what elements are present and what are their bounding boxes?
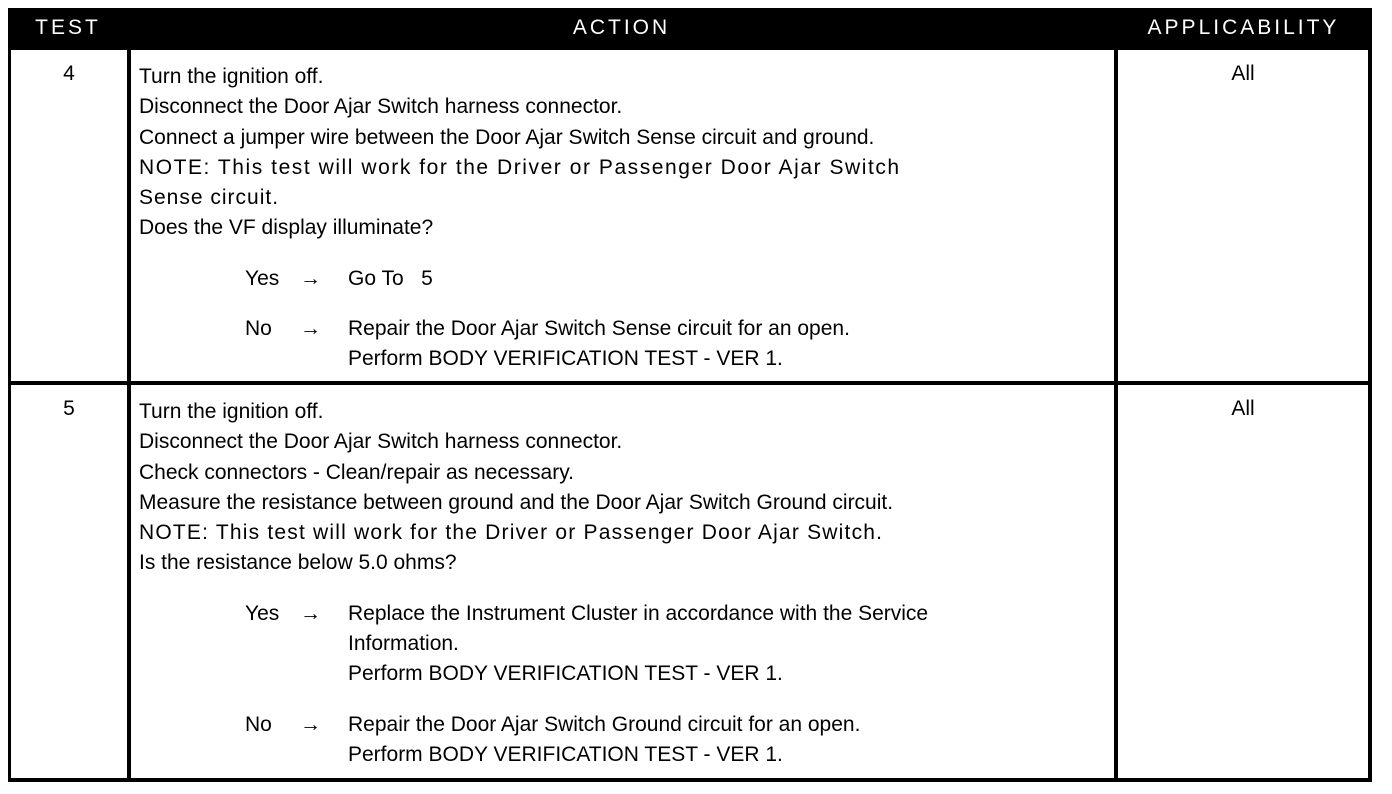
answer-line: Go To 5: [348, 266, 433, 290]
answer-line: Repair the Door Ajar Switch Ground circuit for an open.: [348, 712, 861, 736]
answer-label: No: [245, 712, 272, 736]
arrow-icon: →: [300, 317, 321, 341]
test-number-cell: [11, 50, 127, 381]
answer-line: Replace the Instrument Cluster in accordance with the Service: [348, 601, 929, 625]
applicability-value: All: [1231, 397, 1255, 420]
answer-text: [348, 710, 1106, 771]
answer-text: [348, 314, 1106, 375]
answer-line: Repair the Door Ajar Switch Sense circuit for an open.: [348, 317, 850, 341]
applicability-value: All: [1231, 62, 1255, 85]
action-line: Disconnect the Door Ajar Switch harness connector.: [139, 430, 623, 454]
diagnostic-table: [8, 8, 1372, 782]
answer-line: Perform BODY VERIFICATION TEST - VER 1.: [348, 347, 783, 371]
action-line: Connect a jumper wire between the Door Ajar Switch Sense circuit and ground.: [139, 125, 875, 149]
answer-line: Perform BODY VERIFICATION TEST - VER 1.: [348, 662, 783, 686]
applicability-cell: [1118, 50, 1368, 381]
applicability-cell: [1118, 385, 1368, 778]
answer-yes: [139, 264, 1106, 294]
arrow-icon: →: [300, 266, 321, 290]
answer-no: [139, 710, 1106, 771]
action-question: Is the resistance below 5.0 ohms?: [139, 551, 457, 575]
action-line: Measure the resistance between ground and the Door Ajar Switch Ground circuit.: [139, 490, 894, 514]
test-number: 4: [63, 62, 75, 85]
answer-line: Perform BODY VERIFICATION TEST - VER 1.: [348, 742, 783, 766]
test-number: 5: [63, 397, 75, 420]
header-action: ACTION: [572, 16, 671, 39]
action-note-line: Sense circuit.: [139, 186, 280, 210]
header-test: TEST: [35, 16, 101, 39]
answer-label: Yes: [245, 266, 280, 290]
action-cell: [131, 50, 1114, 381]
arrow-icon: →: [300, 601, 321, 625]
answer-label: No: [245, 317, 272, 341]
answer-yes: [139, 599, 1106, 690]
answer-line: Information.: [348, 632, 459, 656]
action-note-line: NOTE: This test will work for the Driver or Passenger Door Ajar Switch.: [139, 521, 884, 545]
action-note-line: NOTE: This test will work for the Driver or Passenger Door Ajar Switch: [139, 155, 901, 179]
answer-text: [348, 599, 1106, 690]
test-number-cell: [11, 385, 127, 778]
action-question: Does the VF display illuminate?: [139, 216, 434, 240]
action-line: Turn the ignition off.: [139, 65, 324, 88]
answer-label: Yes: [245, 601, 280, 625]
header-applicability: APPLICABILITY: [1147, 16, 1340, 39]
action-line: Check connectors - Clean/repair as necessary.: [139, 460, 574, 484]
action-line: Turn the ignition off.: [139, 400, 324, 423]
action-cell: [131, 385, 1114, 778]
arrow-icon: →: [300, 712, 321, 736]
answer-text: [348, 264, 1106, 294]
answer-no: [139, 314, 1106, 375]
action-line: Disconnect the Door Ajar Switch harness connector.: [139, 95, 623, 119]
